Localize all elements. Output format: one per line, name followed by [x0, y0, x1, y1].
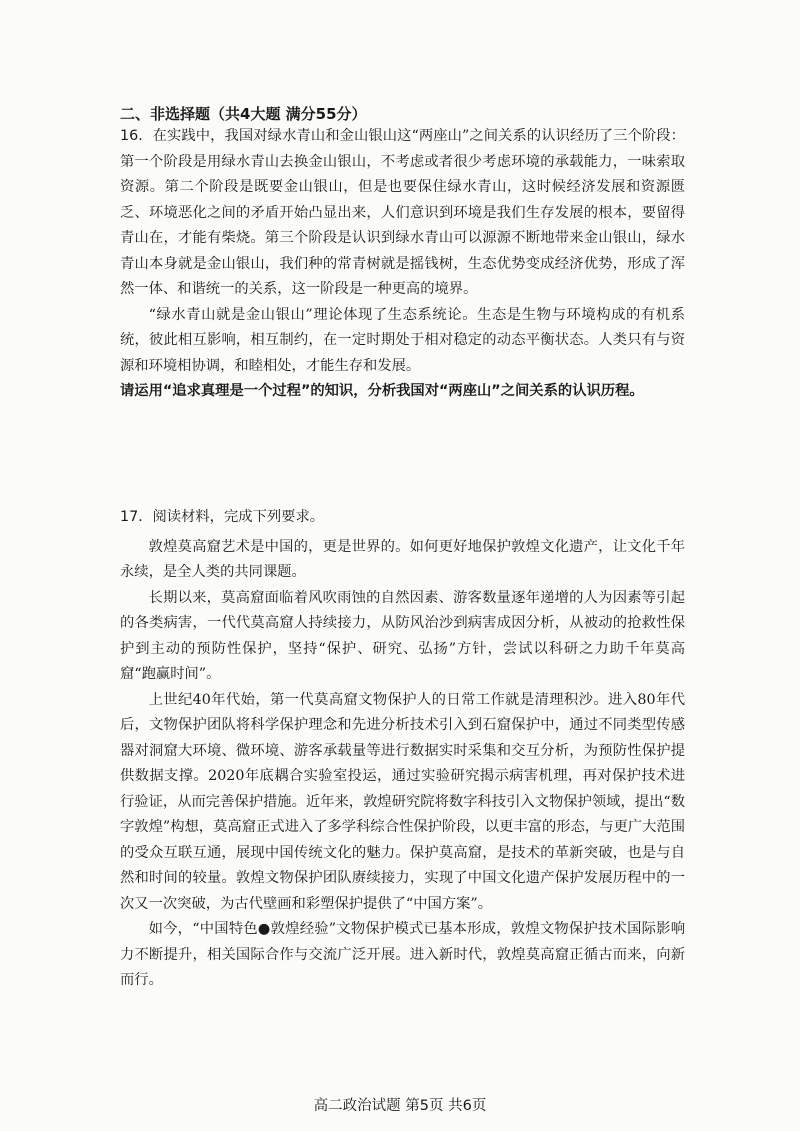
q17-paragraph-2: 长期以来，莫高窟面临着风吹雨蚀的自然因素、游客数量逐年递增的人为因素等引起的各类病害，一代代莫高窟人持续接力，从防风治沙到病害成因分析，从被动的抢救性保护到主动的预防性保护，坚持“保护、研究、弘扬”方针，尝试以科研之力助千年莫高窟“跑赢时间”。: [120, 589, 685, 682]
question-17: [120, 505, 685, 994]
q16-prompt: 请运用“追求真理是一个过程”的知识，分析我国对“两座山”之间关系的认识历程。: [120, 383, 644, 399]
q17-paragraph-3: 上世纪40年代始，第一代莫高窟文物保护人的日常工作就是清理积沙。进入80年代后，文物保护团队将科学保护理念和先进分析技术引入到石窟保护中，通过不同类型传感器对洞窟大环境、微环境、游客承载量等进行数据实时采集和交互分析，为预防性保护提供数据支撑。2020年底耦合实验室投运，通过实验研究揭示病害机理，再对保护技术进行验证，从而完善保护措施。近年来，敦煌研究院将数字科技引入文物保护领域，提出“数字敦煌”构想，莫高窟正式进入了多学科综合性保护阶段，以更丰富的形态，与更广大范围的受众互联互通，展现中国传统文化的魅力。保护莫高窟，是技术的革新突破，也是与自然和时间的较量。敦煌文物保护团队赓续接力，实现了中国文化遗产保护发展历程中的一次又一次突破，为古代壁画和彩塑保护提供了“中国方案”。: [120, 691, 685, 912]
question-16: [120, 124, 685, 405]
q16-paragraph-2: “绿水青山就是金山银山”理论体现了生态系统论。生态是生物与环境构成的有机系统，彼此相互影响，相互制约，在一定时期处于相对稳定的动态平衡状态。人类只有与资源和环境相协调，和睦相处，才能生存和发展。: [120, 306, 685, 374]
q16-number: 16．: [120, 128, 153, 144]
q17-paragraph-4: 如今，“中国特色●敦煌经验”文物保护模式已基本形成，敦煌文物保护技术国际影响力不断提升，相关国际合作与交流广泛开展。进入新时代，敦煌莫高窟正循古而来，向新而行。: [120, 921, 685, 988]
q16-paragraph-1: [120, 124, 685, 303]
q17-paragraph-1: 敦煌莫高窟艺术是中国的，更是世界的。如何更好地保护敦煌文化遗产，让文化千年永续，是全人类的共同课题。: [120, 538, 685, 580]
q16-para1-text: 在实践中，我国对绿水青山和金山银山这“两座山”之间关系的认识经历了三个阶段：第一个阶段是用绿水青山去换金山银山，不考虑或者很少考虑环境的承载能力，一味索取资源。第二个阶段是既要金山银山，但是也要保住绿水青山，这时候经济发展和资源匮乏、环境恶化之间的矛盾开始凸显出来，人们意识到环境是我们生存发展的根本，要留得青山在，才能有柴烧。第三个阶段是认识到绿水青山可以源源不断地带来金山银山，绿水青山本身就是金山银山，我们种的常青树就是摇钱树，生态优势变成经济优势，形成了浑然一体、和谐统一的关系，这一阶段是一种更高的境界。: [120, 128, 685, 297]
section-title: 二、非选择题（共4大题 满分55分）: [120, 105, 367, 123]
q17-title: 17．阅读材料，完成下列要求。: [120, 509, 325, 525]
page-footer: 高二政治试题 第5页 共6页: [313, 1098, 487, 1114]
